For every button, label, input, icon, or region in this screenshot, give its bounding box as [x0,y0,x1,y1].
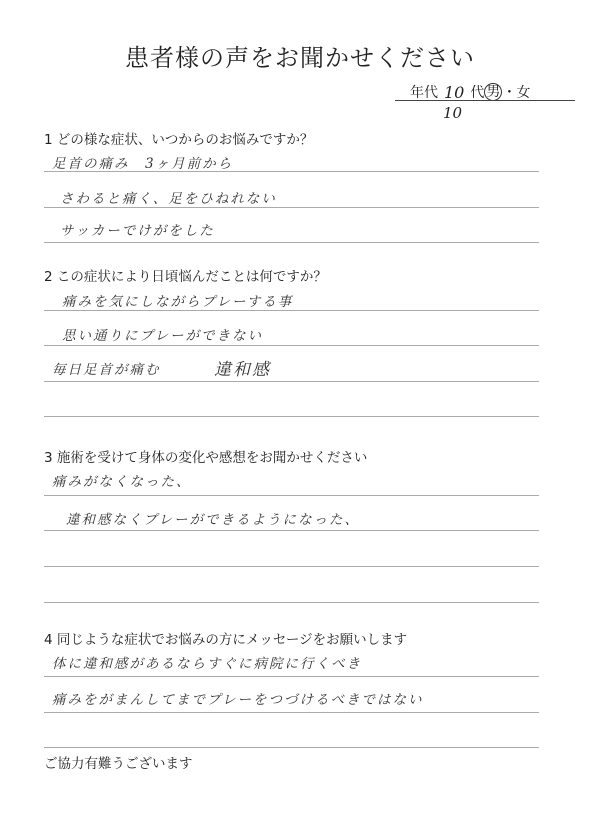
answer-line [44,310,539,311]
female-option: 女 [516,85,531,101]
answer-line [44,495,539,496]
question-3: 3 施術を受けて身体の変化や感想をお聞かせください [44,450,368,466]
answer-line [44,171,539,172]
answer-line [44,566,539,567]
answer-2-4: 違和感 [214,360,271,380]
answer-line [44,712,539,713]
answer-2-3: 毎日足首が痛む [52,362,161,378]
answer-2-1: 痛みを気にしながらプレーする事 [62,294,294,310]
footer-thanks: ご協力有難うございます [44,756,193,772]
age-handwritten: 10 [444,82,465,102]
answer-line [44,747,539,748]
age-underline [395,100,575,101]
answer-line [44,602,539,603]
question-1: 1 どの様な症状、いつからのお悩みですか？ [44,132,314,148]
answer-line [44,345,539,346]
answer-1-3: サッカーでけがをした [60,223,215,239]
answer-4-2: 痛みをがまんしてまでプレーをつづけるべきではない [52,692,424,708]
answer-1-2: さわると痛く、足をひねれない [60,191,277,207]
answer-line [44,530,539,531]
male-option-circled: 男 [486,84,501,100]
answer-line [44,207,539,208]
dai-label: 代 [470,85,485,101]
answer-4-1: 体に違和感があるならすぐに病院に行くべき [52,656,362,672]
answer-line [44,381,539,382]
answer-3-1: 痛みがなくなった、 [52,474,192,490]
answer-line [44,416,539,417]
answer-1-1: 足首の痛み 3ヶ月前から [52,156,234,172]
question-4: 4 同じような症状でお悩みの方にメッセージをお願いします [44,632,408,648]
separator: ・ [502,85,517,101]
answer-3-2: 違和感なくプレーができるようになった、 [66,512,360,528]
page-title: 患者様の声をお聞かせください [125,44,475,72]
answer-line [44,242,539,243]
answer-2-2: 思い通りにプレーができない [62,328,263,344]
question-2: 2 この症状により日頃悩んだことは何ですか？ [44,269,327,285]
answer-line [44,676,539,677]
age-sex-field [410,82,530,102]
age-note-handwritten: 10 [443,104,463,122]
age-label: 年代 [410,85,438,101]
